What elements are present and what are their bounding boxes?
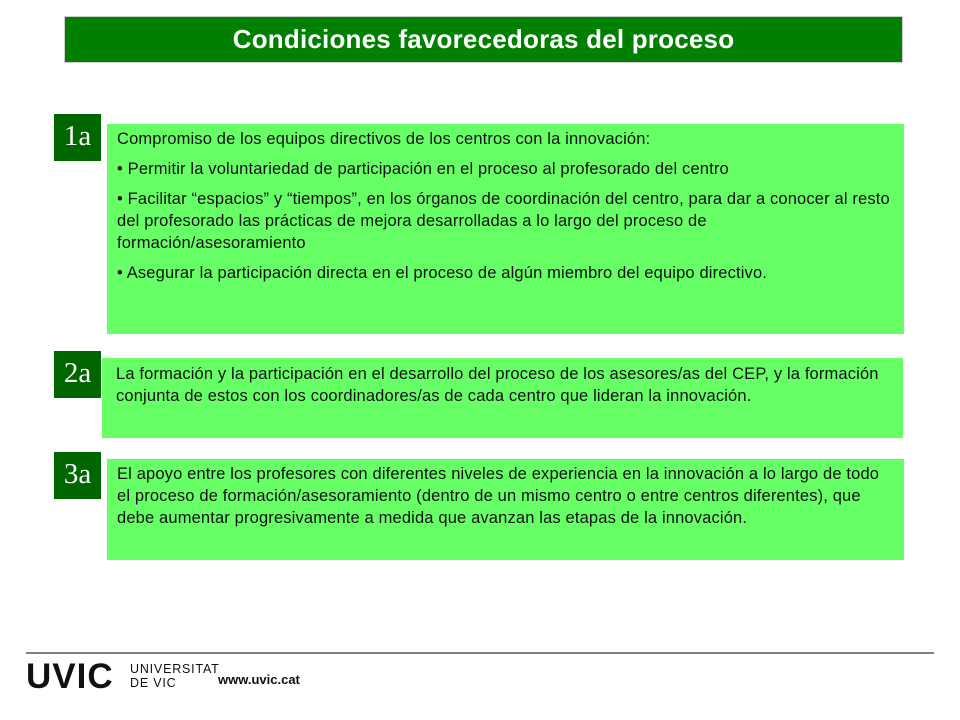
logo-line-1: UNIVERSITAT xyxy=(130,662,220,676)
condition-1a-bullet-2: • Facilitar “espacios” y “tiempos”, en los órganos de coordinación del centro, para dar a conocer al resto del profesorado las prácticas de mejora desarrolladas a lo largo del proceso de formación/asesoramiento xyxy=(117,190,890,252)
condition-box-3a xyxy=(107,459,904,560)
footer-divider xyxy=(26,652,934,654)
badge-2a: 2a xyxy=(54,351,101,398)
logo-line-2: DE VIC xyxy=(130,676,177,690)
title-bar xyxy=(64,16,903,63)
badge-1a: 1a xyxy=(54,114,101,161)
condition-2a-text: La formación y la participación en el desarrollo del proceso de los asesores/as del CEP, y la formación conjunta de estos con los coordinadores/as de cada centro que lideran la innovación. xyxy=(116,365,879,405)
page-title: Condiciones favorecedoras del proceso xyxy=(232,24,735,54)
condition-1a-bullet-3: • Asegurar la participación directa en el proceso de algún miembro del equipo directivo. xyxy=(117,264,768,282)
condition-3a-text: El apoyo entre los profesores con diferentes niveles de experiencia en la innovación a lo largo de todo el proceso de formación/asesoramiento (dentro de un mismo centro o entre centros diferentes), que debe aumentar progresivamente a medida que avanzan las etapas de la innovación. xyxy=(117,465,880,527)
condition-box-2a xyxy=(102,358,903,438)
website-link[interactable]: www.uvic.cat xyxy=(218,672,300,687)
condition-1a-intro: Compromiso de los equipos directivos de los centros con la innovación: xyxy=(117,130,651,148)
badge-3a: 3a xyxy=(54,452,101,499)
logo-text xyxy=(130,662,220,690)
logo-main: UVIC xyxy=(26,657,114,696)
condition-1a-bullet-1: • Permitir la voluntariedad de participación en el proceso al profesorado del centro xyxy=(117,160,729,178)
condition-box-1a xyxy=(107,124,904,334)
